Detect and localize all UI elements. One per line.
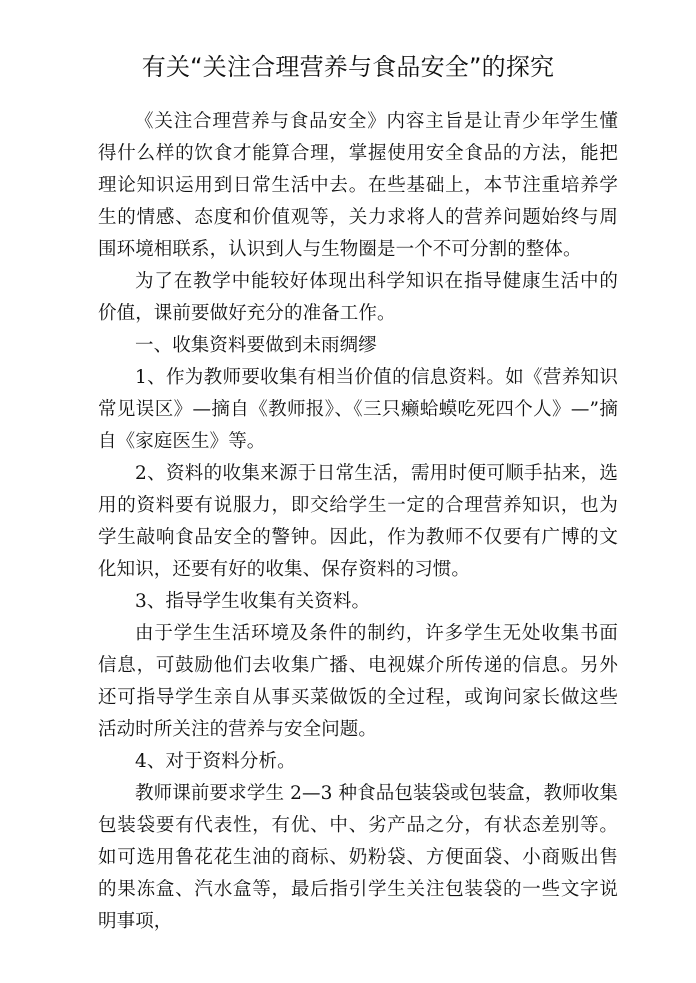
paragraph-intro: 《关注合理营养与食品安全》内容主旨是让青少年学生懂得什么样的饮食才能算合理，掌握使用安全食品的方法，能把理论知识运用到日常生活中去。在些基础上，本节注重培养学生的情感、态度和价值观等，关力求将人的营养问题始终与周围环境相联系，认识到人与生物圈是一个不可分割的整体。 [98,111,618,260]
paragraph-item-2: 2、资料的收集来源于日常生活，需用时便可顺手拈来，选用的资料要有说服力，即交给学生一定的合理营养知识，也为学生敲响食品安全的警钟。因此，作为教师不仅要有广博的文化知识，还要有好的收集、保存资料的习惯。 [98,463,618,580]
document-title: 有关“关注合理营养与食品安全”的探究 [141,53,555,81]
paragraph-student-collection: 由于学生生活环境及条件的制约，许多学生无处收集书面信息，可鼓励他们去收集广播、电视媒介所传递的信息。另外还可指导学生亲自从事买菜做饭的全过程，或询问家长做这些活动时所关注的营养与安全问题。 [98,623,618,740]
paragraph-item-3: 3、指导学生收集有关资料。 [135,591,371,612]
section-heading-collect-materials: 一、收集资料要做到未雨绸缪 [135,335,377,356]
paragraph-item-4: 4、对于资料分析。 [135,751,296,772]
document-body [98,106,618,938]
paragraph-preparation: 为了在教学中能较好体现出科学知识在指导健康生活中的价值，课前要做好充分的准备工作。 [98,271,618,324]
paragraph-analysis: 教师课前要求学生 2—3 种食品包装袋或包装盒，教师收集包装袋要有代表性，有优、中、劣产品之分，有状态差别等。如可选用鲁花花生油的商标、奶粉袋、方便面袋、小商贩出售的果冻盒、汽水盒等，最后指引学生关注包装袋的一些文字说明事项， [98,783,618,932]
paragraph-item-1: 1、作为教师要收集有相当价值的信息资料。如《营养知识常见误区》—摘自《教师报》、《三只癞蛤蟆吃死四个人》—”摘自《家庭医生》等。 [98,367,618,452]
